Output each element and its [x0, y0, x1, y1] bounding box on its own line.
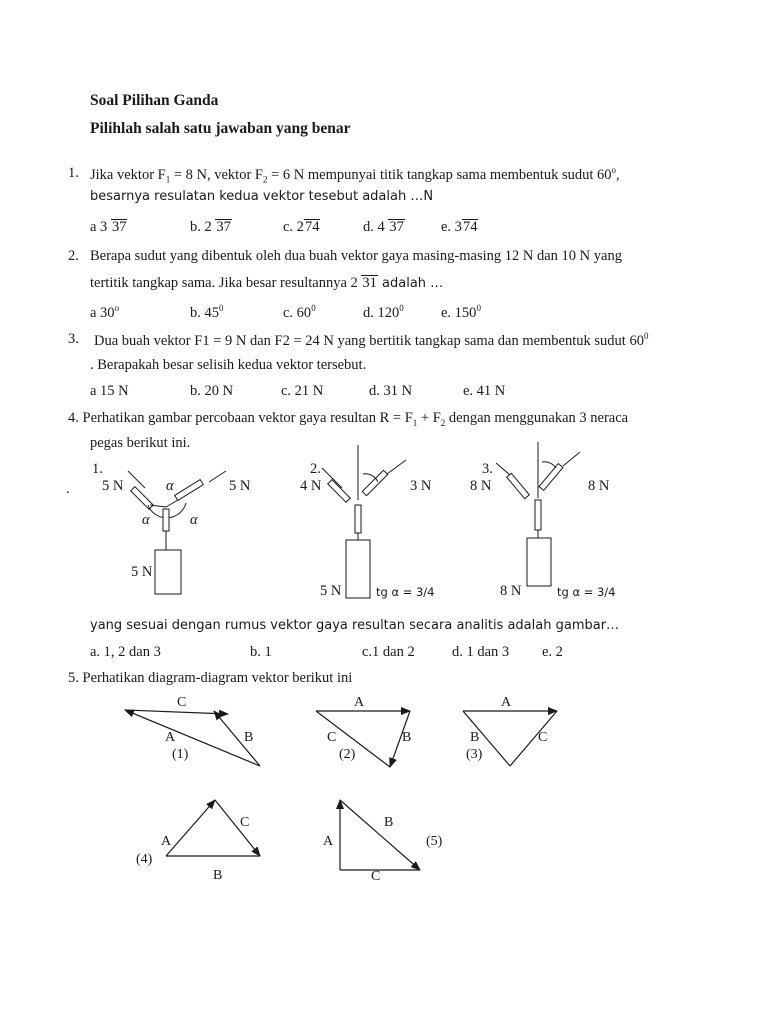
- fig1-right-force: 5 N: [229, 478, 251, 494]
- q1-option-b: b. 2 37: [190, 219, 231, 235]
- fig3-left-force: 8 N: [470, 478, 492, 494]
- fig3-right-force: 8 N: [588, 478, 610, 494]
- d1-label-a: A: [165, 730, 176, 745]
- q3-line1: Dua buah vektor F1 = 9 N dan F2 = 24 N yang bertitik tangkap sama dan membentuk sudut $60^0$: [94, 331, 649, 349]
- d5-number: (5): [426, 834, 443, 849]
- q4-option-c: c.1 dan 2: [362, 644, 415, 660]
- fig2-bottom-force: 5 N: [320, 583, 342, 599]
- d1-number: (1): [172, 747, 189, 762]
- d1-vector-a: [125, 710, 260, 766]
- fig1-left-force: 5 N: [102, 478, 124, 494]
- q2-option-e: e. $150^0$: [441, 303, 481, 321]
- q4-question: yang sesuai dengan rumus vektor gaya resultan secara analitis adalah gambar…: [90, 618, 620, 633]
- d3-label-a: A: [501, 695, 512, 710]
- q1-number: 1.: [68, 165, 79, 181]
- q2-line1: Berapa sudut yang dibentuk oleh dua buah vektor gaya masing-masing 12 N dan 10 N yang: [90, 248, 622, 264]
- fig1-alpha-right: α: [190, 512, 198, 528]
- fig2-number: 2.: [310, 461, 321, 477]
- q1-line1: Jika vektor $F_1 = 8$ N, vektor $F_2 = 6$ N mempunyai titik tangkap sama membentuk sudut 60$^o$,: [90, 165, 620, 185]
- fig1-alpha-left: α: [142, 512, 150, 528]
- d4-number: (4): [136, 852, 153, 867]
- fig3-number: 3.: [482, 461, 493, 477]
- fig3-bottom-force: 8 N: [500, 583, 522, 599]
- d5-label-c: C: [371, 869, 381, 884]
- q4-option-d: d. 1 dan 3: [452, 644, 510, 660]
- q4-line1: 4. Perhatikan gambar percobaan vektor gaya resultan $R = F_1 + F_2$ dengan menggunakan 3 neraca: [68, 410, 629, 428]
- q3-number: 3.: [68, 331, 79, 347]
- d4-label-a: A: [161, 834, 172, 849]
- d2-label-b: B: [402, 730, 412, 745]
- q2-option-b: b. $45^0$: [190, 303, 224, 321]
- d3-vector-c: [510, 711, 557, 766]
- q1-option-e: e. 374: [441, 219, 478, 235]
- q4-dot: .: [66, 481, 70, 497]
- q1-option-a: a 3 37: [90, 219, 127, 235]
- d2-number: (2): [339, 747, 356, 762]
- q5-line1: 5. Perhatikan diagram-diagram vektor berikut ini: [68, 670, 353, 686]
- d2-label-a: A: [354, 695, 365, 710]
- page-title: Soal Pilihan Ganda: [90, 92, 219, 109]
- fig1-number: 1.: [92, 461, 103, 477]
- q3-option-e: e. 41 N: [463, 383, 506, 399]
- q2-option-c: c. $60^0$: [283, 303, 316, 321]
- q3-option-b: b. 20 N: [190, 383, 234, 399]
- d4-vector-a: [166, 800, 215, 856]
- q1-option-d: d. 4 37: [363, 219, 404, 235]
- d5-label-b: B: [384, 815, 394, 830]
- d4-vector-c: [215, 800, 260, 856]
- q3-option-a: a 15 N: [90, 383, 129, 399]
- q4-line2: pegas berikut ini.: [90, 435, 191, 451]
- d3-label-b: B: [470, 730, 480, 745]
- d4-label-c: C: [240, 815, 250, 830]
- q1-option-c: c. 274: [283, 219, 320, 235]
- fig1-bottom-force: 5 N: [131, 564, 153, 580]
- q3-option-c: c. 21 N: [281, 383, 324, 399]
- q3-line2: . Berapakah besar selisih kedua vektor tersebut.: [90, 357, 367, 373]
- q4-option-e: e. 2: [542, 644, 563, 660]
- instruction: Pilihlah salah satu jawaban yang benar: [90, 120, 351, 137]
- d3-label-c: C: [538, 730, 548, 745]
- fig1-alpha-top: α: [166, 478, 174, 494]
- fig2-tg-label: tg α = 3/4: [376, 585, 435, 599]
- q2-number: 2.: [68, 248, 79, 264]
- fig2-right-force: 3 N: [410, 478, 432, 494]
- q2-line2: tertitik tangkap sama. Jika besar resultannya 2 31 adalah …: [90, 275, 444, 291]
- fig2-left-force: 4 N: [300, 478, 322, 494]
- d2-label-c: C: [327, 730, 337, 745]
- q3-option-d: d. 31 N: [369, 383, 413, 399]
- q2-option-a: a 30$^o$: [90, 303, 120, 321]
- q1-line2: besarnya resulatan kedua vektor tesebut adalah …N: [90, 189, 434, 204]
- d5-label-a: A: [323, 834, 334, 849]
- d5-vector-b: [340, 800, 420, 870]
- d1-label-b: B: [244, 730, 254, 745]
- d4-label-b: B: [213, 868, 223, 883]
- q2-option-d: d. $120^0$: [363, 303, 404, 321]
- q4-option-a: a. 1, 2 dan 3: [90, 644, 161, 660]
- fig3-tg-label: tg α = 3/4: [557, 585, 616, 599]
- d3-number: (3): [466, 747, 483, 762]
- d1-label-c: C: [177, 695, 187, 710]
- q4-option-b: b. 1: [250, 644, 272, 660]
